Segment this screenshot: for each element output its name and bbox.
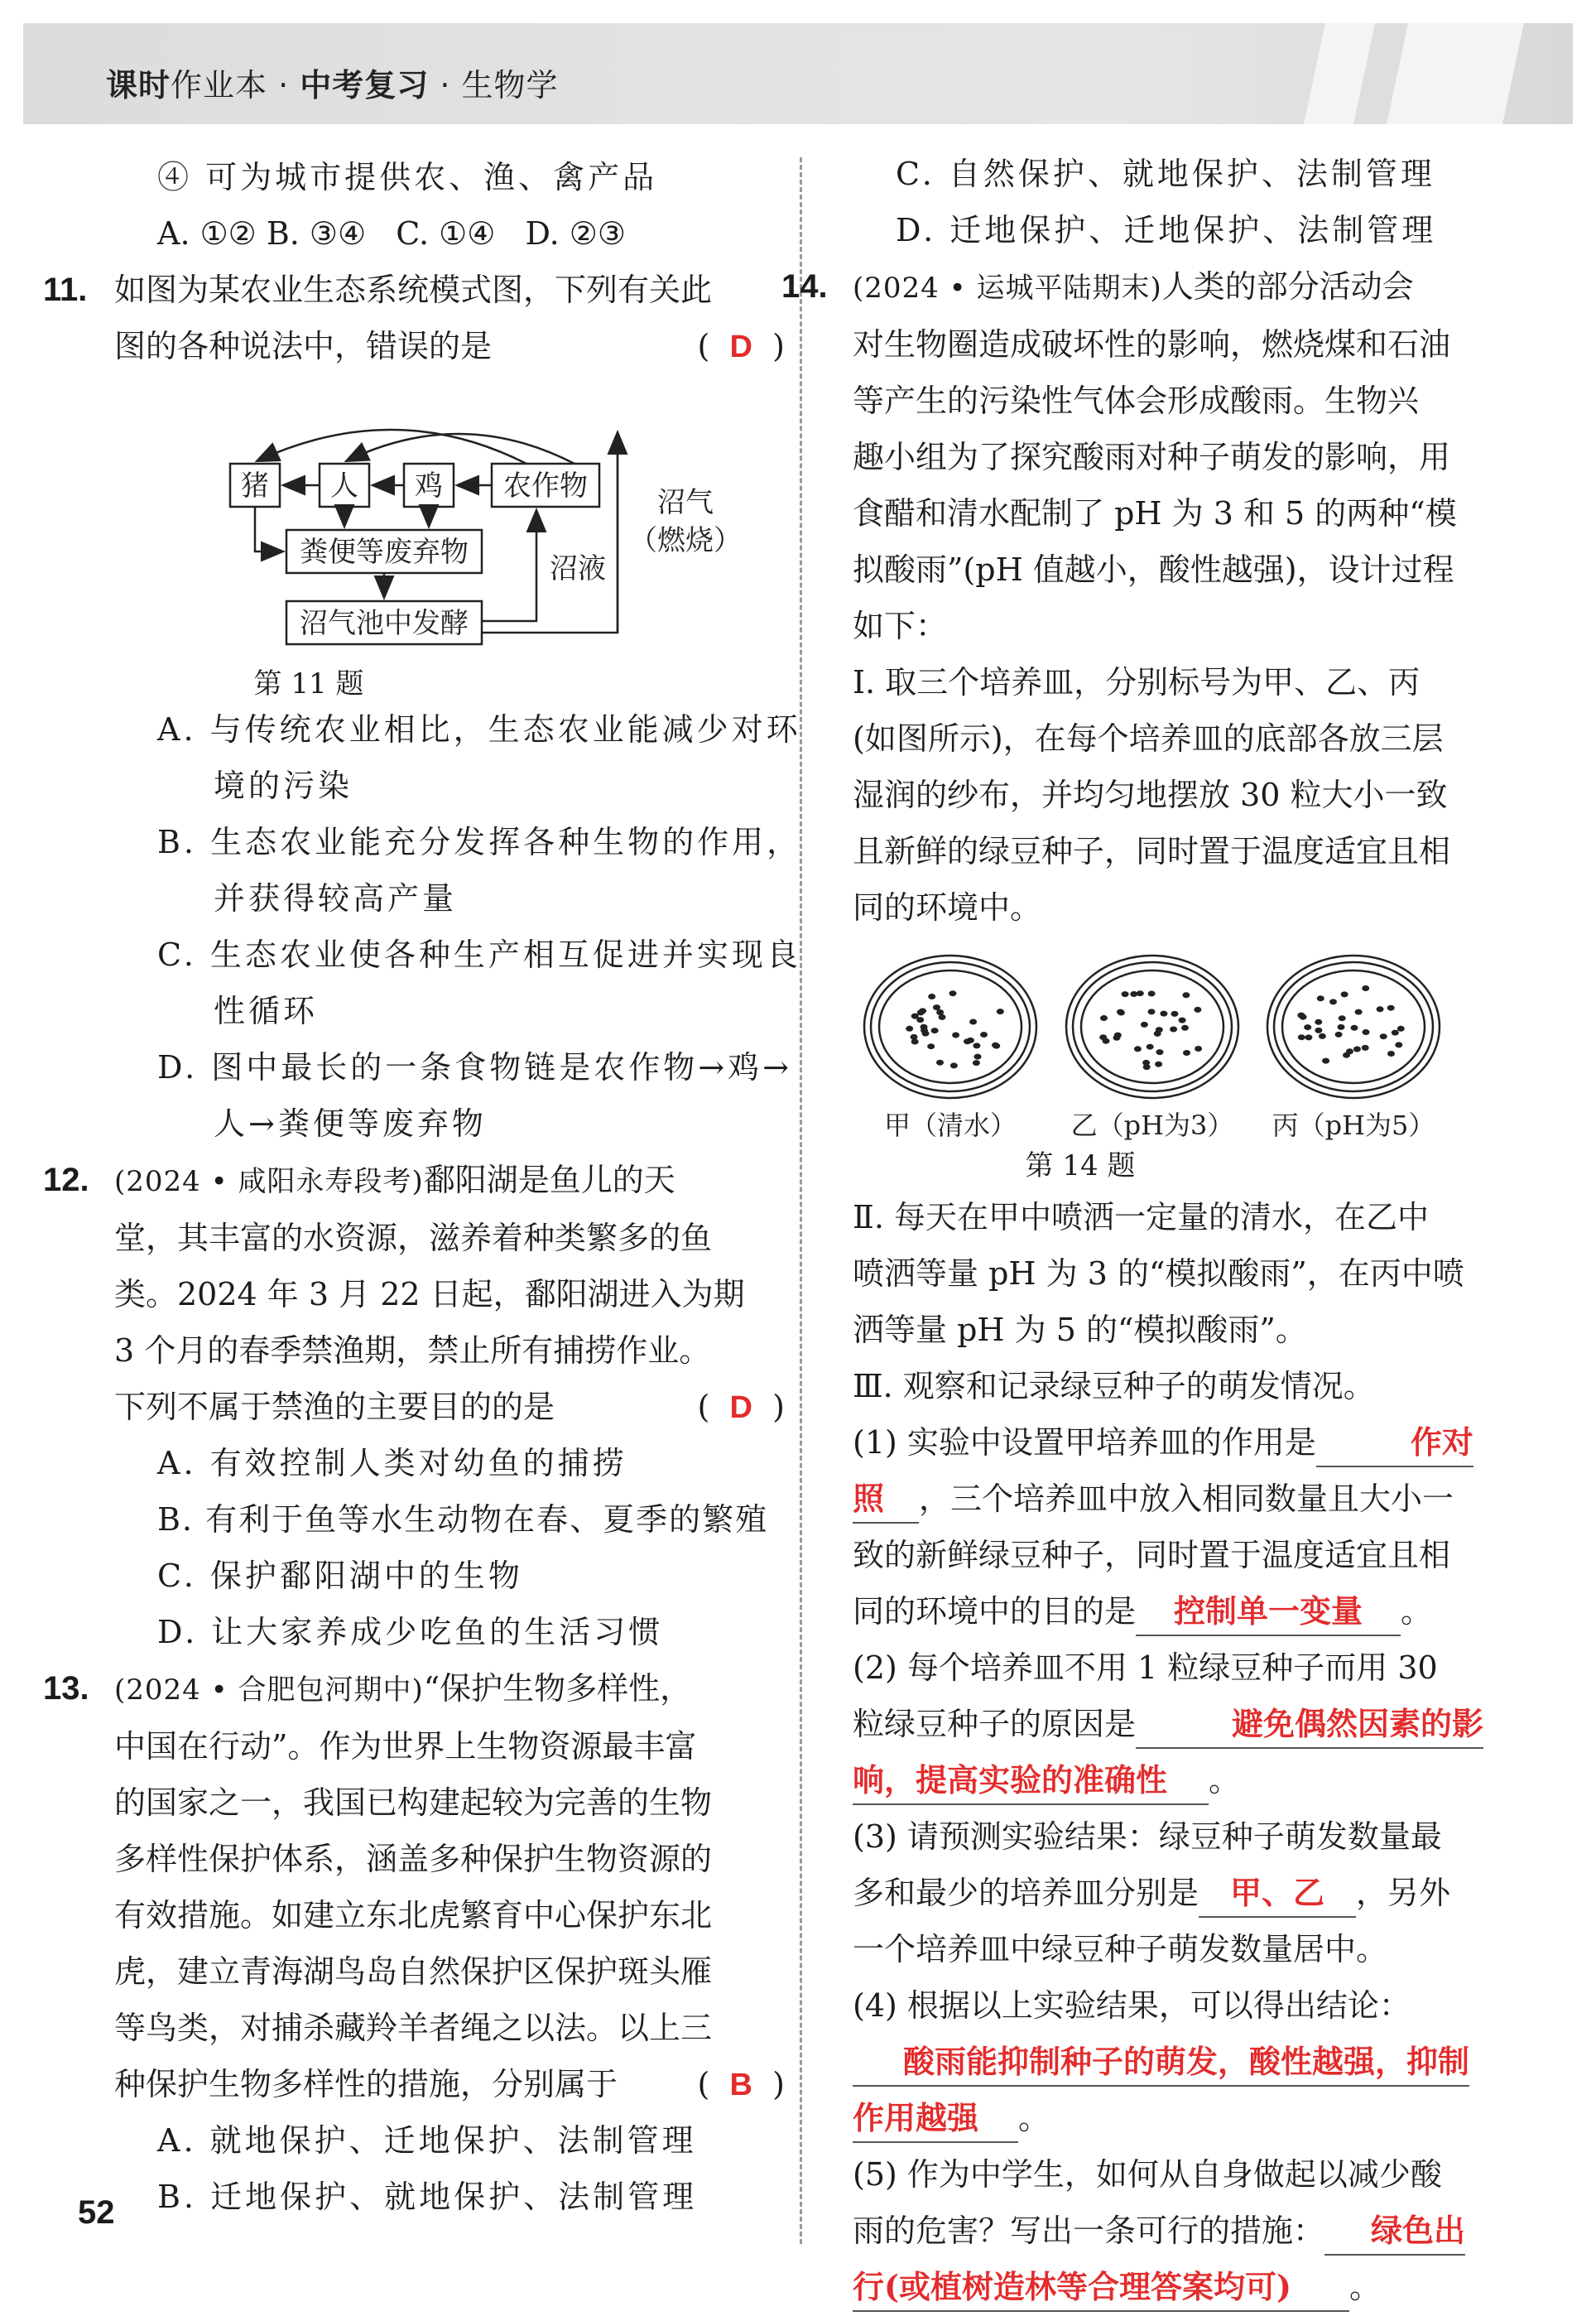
seed <box>1155 1062 1162 1067</box>
seed <box>980 1032 988 1038</box>
q11-option-c-cont: 性循环 <box>214 993 319 1029</box>
q12-stem-5: 下列不属于禁渔的主要目的的是 <box>114 1389 555 1425</box>
seed <box>973 1043 980 1048</box>
q14-step1-3: 湿润的纱布，并均匀地摆放 30 粒大小一致 <box>853 777 1448 813</box>
q13-source: (2024 • 合肥包河期中) <box>114 1673 424 1707</box>
page-header <box>23 23 1573 124</box>
q11-caption: 第 11 题 <box>253 667 364 701</box>
q13-stem-8: 种保护生物多样性的措施，分别属于 <box>114 2066 618 2102</box>
seed <box>1329 999 1337 1004</box>
q12-answer: D <box>729 1390 752 1425</box>
q11-option-b-cont: 并获得较高产量 <box>214 880 458 917</box>
q14-p2-answer-cont: 响，提高实验的准确性 <box>853 1757 1209 1805</box>
q14-step1: Ⅰ. 取三个培养皿，分别标号为甲、乙、丙 <box>853 664 1421 701</box>
q11-number: 11. <box>43 272 88 308</box>
q13-number: 13. <box>43 1670 89 1707</box>
seed <box>952 1033 959 1038</box>
q12-option-b: B. 有利于鱼等水生动物在春、夏季的繁殖 <box>157 1501 769 1538</box>
right-column <box>781 146 1523 2315</box>
seed <box>1317 995 1324 1001</box>
q13-stem-5: 有效措施。如建立东北虎繁育中心保护东北 <box>114 1897 713 1933</box>
seed <box>1315 1019 1322 1025</box>
q14-part5-2: 雨的危害？写出一条可行的措施： 绿色出 <box>853 2203 1523 2259</box>
page-number: 52 <box>78 2194 115 2231</box>
q13-stem-4: 多样性保护体系，涵盖多种保护生物资源的 <box>114 1841 713 1877</box>
q14-step2-2: 喷洒等量 pH 为 3 的“模拟酸雨”，在丙中喷 <box>853 1255 1464 1292</box>
q12-source: (2024 • 咸阳永寿段考) <box>114 1165 424 1198</box>
dish-yi <box>1066 956 1238 1098</box>
q14-part2-2: 粒绿豆种子的原因是 避免偶然因素的影 <box>853 1696 1523 1752</box>
q13-stem: “保护生物多样性， <box>423 1670 692 1707</box>
seed <box>1304 1024 1311 1030</box>
seed <box>1171 1011 1179 1017</box>
q11-figure <box>114 381 785 661</box>
seed <box>1380 1033 1387 1039</box>
q14-caption: 第 14 题 <box>1025 1149 1136 1182</box>
q13-stem-6: 虎，建立青海湖鸟岛自然保护区保护斑头雁 <box>114 1953 713 1990</box>
q14-part2: (2) 每个培养皿不用 1 粒绿豆种子而用 30 <box>853 1649 1438 1686</box>
q12-stem-2: 堂，其丰富的水资源，滋养着种类繁多的鱼 <box>114 1220 713 1256</box>
seed <box>1195 1046 1202 1052</box>
liquid-label: 沼液 <box>550 552 606 585</box>
q14-p2-answer: 避免偶然因素的影 <box>1136 1701 1483 1749</box>
seed <box>1322 1058 1329 1064</box>
seed <box>1319 1033 1326 1039</box>
seed <box>1156 1027 1163 1033</box>
q11-option-d-cont: 人→粪便等废弃物 <box>214 1105 487 1142</box>
q14-step1-5: 同的环境中。 <box>853 889 1042 926</box>
q12-stem-3: 类。2024 年 3 月 22 日起，鄱阳湖进入为期 <box>114 1276 745 1312</box>
q14-step2: Ⅱ. 每天在甲中喷洒一定量的清水，在乙中 <box>853 1199 1429 1235</box>
q11-option-d: D. 图中最长的一条食物链是农作物→鸡→ <box>157 1049 792 1086</box>
q14-p5-answer-cont: 行(或植树造林等合理答案均可) <box>853 2264 1349 2312</box>
seed <box>1182 992 1190 998</box>
dish-jia <box>864 956 1036 1098</box>
seed <box>1141 1022 1148 1028</box>
q13-option-c: C. 自然保护、就地保护、法制管理 <box>896 156 1435 192</box>
q14-stem-6: 拟酸雨”(pH 值越小，酸性越强)，设计过程 <box>853 551 1454 588</box>
seed <box>1351 1025 1358 1031</box>
q14-part4-3: 作用越强 。 <box>853 2090 1523 2146</box>
seed <box>1395 1042 1402 1047</box>
seed <box>1397 1026 1405 1032</box>
agri-ecosystem-diagram <box>114 381 785 661</box>
q13-answer-paren: ( B ) <box>697 2066 785 2102</box>
seed <box>1387 1005 1395 1011</box>
q11-stem-2: 图的各种说法中，错误的是 <box>114 328 493 364</box>
seed <box>1148 1009 1156 1014</box>
seed <box>1122 991 1129 997</box>
q14-p4-answer: 酸雨能抑制种子的萌发，酸性越强，抑制 <box>853 2039 1469 2087</box>
seed <box>1355 1009 1363 1015</box>
q13-stem-7: 等鸟类，对捕杀藏羚羊者绳之以法。以上三 <box>114 2010 713 2046</box>
seed <box>1179 1018 1186 1023</box>
dish-label-bing: 丙（pH为5） <box>1272 1110 1435 1141</box>
seed <box>969 1019 977 1025</box>
seed <box>921 1028 928 1033</box>
q14-part4-2 <box>853 2034 1523 2090</box>
seed <box>1315 1028 1322 1033</box>
q10-option-4: ④ 可为城市提供农、渔、禽产品 <box>157 159 658 195</box>
q14-p4-answer-cont: 作用越强 <box>853 2095 1018 2143</box>
seed <box>1297 1013 1305 1018</box>
seed <box>1170 1027 1177 1033</box>
q14-stem-7: 如下： <box>853 608 948 644</box>
seed <box>1156 1049 1164 1055</box>
q14-part1: (1) 实验中设置甲培养皿的作用是 作对 <box>853 1414 1523 1471</box>
q14-part1-3: 致的新鲜绿豆种子，同时置于温度适宜且相 <box>853 1537 1451 1573</box>
seed <box>1353 1047 1361 1052</box>
q14-p1-answer2: 控制单一变量 <box>1136 1588 1401 1636</box>
seed <box>974 1054 982 1060</box>
chicken-label: 鸡 <box>415 469 443 503</box>
q13-stem-2: 中国在行动”。作为世界上生物资源最丰富 <box>114 1728 697 1765</box>
seed <box>1387 1051 1395 1057</box>
seed <box>1183 1050 1190 1056</box>
q13-option-a: A. 就地保护、迁地保护、法制管理 <box>157 2122 697 2159</box>
seed <box>936 1009 944 1015</box>
q14-source: (2024 • 运城平陆期末) <box>853 272 1162 305</box>
question-12 <box>43 1152 785 1660</box>
q12-answer-paren: ( D ) <box>697 1389 785 1425</box>
q14-step1-2: (如图所示)，在每个培养皿的底部各放三层 <box>853 720 1444 757</box>
seed <box>1392 1030 1399 1036</box>
q11-option-a-cont: 境的污染 <box>214 768 353 804</box>
q14-part5: (5) 作为中学生，如何从自身做起以减少酸 <box>853 2156 1442 2193</box>
person-label: 人 <box>330 469 358 503</box>
column-divider <box>800 157 802 2244</box>
seed <box>997 1009 1004 1014</box>
dish-label-jia: 甲（清水） <box>883 1110 1017 1141</box>
q14-part3-2: 多和最少的培养皿分别是 甲、乙 ，另外 <box>853 1865 1523 1921</box>
q11-answer: D <box>729 330 752 364</box>
seed <box>1148 991 1156 997</box>
q13-option-b: B. 迁地保护、就地保护、法制管理 <box>157 2179 698 2215</box>
q14-number: 14. <box>781 268 828 305</box>
seed <box>1338 1024 1345 1030</box>
seed <box>1346 1048 1353 1054</box>
seed <box>1362 1045 1369 1051</box>
question-14 <box>781 258 1523 2315</box>
q14-part4: (4) 根据以上实验结果，可以得出结论： <box>853 1987 1411 2024</box>
seed <box>1335 1032 1343 1038</box>
seed <box>993 1043 1000 1049</box>
q12-option-c: C. 保护鄱阳湖中的生物 <box>157 1558 523 1594</box>
q13-answer: B <box>729 2068 752 2102</box>
seed <box>1160 1011 1167 1017</box>
q14-step1-4: 且新鲜的绿豆种子，同时置于温度适宜且相 <box>853 833 1451 869</box>
q11-option-c: C. 生态农业使各种生产相互促进并实现良 <box>157 937 801 973</box>
seed <box>1143 1064 1151 1070</box>
dish-label-yi: 乙（pH为3） <box>1070 1110 1234 1141</box>
seed <box>1134 1046 1142 1052</box>
q14-figure <box>853 951 1523 1143</box>
seed <box>949 990 957 996</box>
seed <box>919 1008 926 1014</box>
seed <box>1362 985 1369 991</box>
q10-choices: A. ①② B. ③④ C. ①④ D. ②③ <box>157 215 626 252</box>
seed <box>1137 990 1144 996</box>
seed <box>1363 1029 1370 1035</box>
seed <box>1114 1033 1122 1038</box>
seed <box>911 1039 919 1045</box>
q12-number: 12. <box>43 1162 89 1198</box>
seed <box>931 1028 939 1033</box>
q12-option-a: A. 有效控制人类对幼鱼的捕捞 <box>157 1445 627 1481</box>
header-title: 课时作业本 · 中考复习 · 生物学 <box>106 67 559 104</box>
seed <box>1117 1009 1124 1015</box>
seed <box>1099 1034 1107 1040</box>
q11-option-a: A. 与传统农业相比，生态农业能减少对环 <box>157 711 801 748</box>
q11-answer-paren: ( D ) <box>697 328 785 364</box>
q14-part1-4: 同的环境中的目的是 控制单一变量 。 <box>853 1583 1523 1640</box>
q12-stem: 鄱阳湖是鱼儿的天 <box>423 1162 675 1198</box>
q13-stem-3: 的国家之一，我国已构建起较为完善的生物 <box>114 1784 713 1821</box>
seed <box>1341 991 1348 997</box>
q11-stem: 如图为某农业生态系统模式图，下列有关此 <box>114 272 713 308</box>
q14-part1-2: 照 ，三个培养皿中放入相同数量且大小一 <box>853 1471 1523 1527</box>
q12-option-d: D. 让大家养成少吃鱼的生活习惯 <box>157 1614 664 1650</box>
seed <box>1147 1044 1154 1050</box>
seed <box>973 1060 980 1066</box>
seed <box>950 1062 958 1068</box>
seed <box>1100 1015 1108 1021</box>
seed <box>927 1043 935 1049</box>
seed <box>1181 1025 1189 1031</box>
q14-step2-3: 洒等量 pH 为 5 的“模拟酸雨”。 <box>853 1312 1307 1348</box>
pig-label: 猪 <box>241 469 269 503</box>
q14-p5-answer: 绿色出 <box>1324 2208 1465 2256</box>
q13-option-d: D. 迁地保护、迁地保护、法制管理 <box>896 212 1437 248</box>
q11-option-b: B. 生态农业能充分发挥各种生物的作用， <box>157 824 802 860</box>
q14-p1-answer: 作对 <box>1316 1419 1473 1467</box>
gas-burn-label: （燃烧） <box>629 524 742 557</box>
q14-part3: (3) 请预测实验结果：绿豆种子萌发数量最 <box>853 1818 1442 1855</box>
gas-label: 沼气 <box>657 486 714 519</box>
dish-bing <box>1267 956 1440 1098</box>
seed <box>964 1038 971 1044</box>
question-11 <box>43 262 802 1152</box>
seed <box>906 1026 913 1032</box>
seed <box>1377 1006 1384 1012</box>
q14-stem-2: 对生物圈造成破坏性的影响，燃烧煤和石油 <box>853 326 1451 363</box>
q14-part2-3: 响，提高实验的准确性 。 <box>853 1752 1523 1808</box>
q12-stem-4: 3 个月的春季禁渔期，禁止所有捕捞作业。 <box>114 1332 711 1369</box>
seed <box>1339 1015 1346 1021</box>
seed <box>933 1004 940 1010</box>
q14-part5-3: 行(或植树造林等合理答案均可) 。 <box>853 2259 1523 2315</box>
seed <box>936 1060 944 1066</box>
q14-part3-3: 一个培养皿中绿豆种子萌发数量居中。 <box>853 1931 1388 1967</box>
q14-stem-3: 等产生的污染性气体会形成酸雨。生物兴 <box>853 383 1420 419</box>
q14-stem: 人类的部分活动会 <box>1161 268 1414 305</box>
seed <box>1305 1034 1312 1040</box>
q14-stem-5: 食醋和清水配制了 pH 为 3 和 5 的两种“模 <box>853 495 1457 532</box>
q14-step3: Ⅲ. 观察和记录绿豆种子的萌发情况。 <box>853 1368 1375 1404</box>
seed <box>928 994 935 999</box>
seed <box>1194 1007 1201 1013</box>
seed <box>916 1017 924 1023</box>
petri-dishes <box>853 951 1523 1143</box>
q14-p3-answer: 甲、乙 <box>1199 1870 1356 1918</box>
seed <box>1298 1034 1305 1040</box>
crop-label: 农作物 <box>503 469 588 503</box>
digester-label: 沼气池中发酵 <box>300 607 469 640</box>
waste-label: 粪便等废弃物 <box>300 536 469 569</box>
q14-p1-answer-cont: 照 <box>853 1476 919 1524</box>
q14-stem-4: 趣小组为了探究酸雨对种子萌发的影响，用 <box>853 439 1451 475</box>
